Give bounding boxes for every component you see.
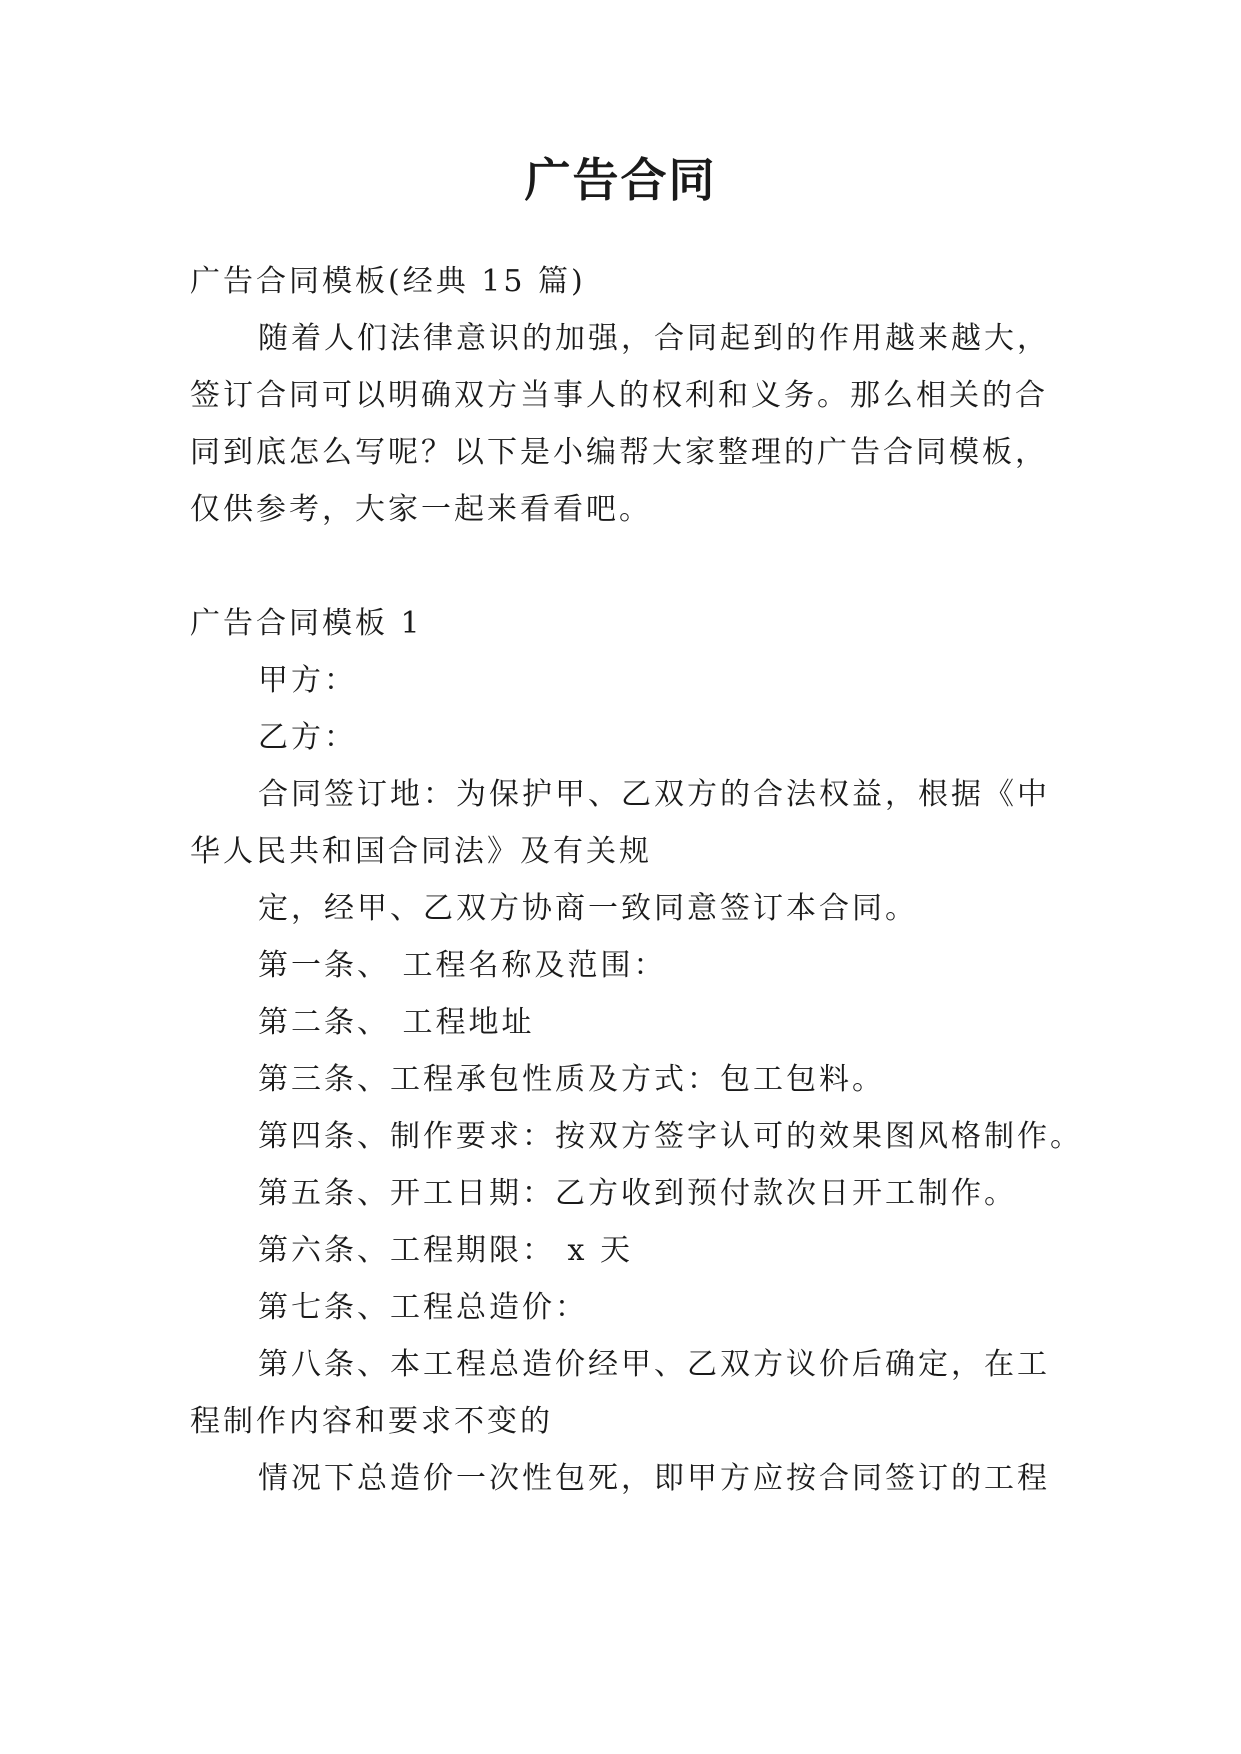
article-6: 第六条、工程期限： x 天 (258, 1233, 633, 1268)
article-8: 第八条、本工程总造价经甲、乙双方议价后确定，在工 (258, 1347, 1050, 1382)
article-5: 第五条、开工日期：乙方收到预付款次日开工制作。 (258, 1176, 1017, 1211)
article-2: 第二条、 工程地址 (258, 1005, 535, 1040)
article-7: 第七条、工程总造价： (258, 1290, 588, 1325)
document-subtitle: 广告合同模板(经典 15 篇) (190, 264, 586, 299)
contract-agreement-line: 定，经甲、乙双方协商一致同意签订本合同。 (258, 891, 918, 926)
intro-line: 随着人们法律意识的加强，合同起到的作用越来越大， (258, 321, 1050, 356)
document-title: 广告合同 (524, 153, 717, 207)
article-4: 第四条、制作要求：按双方签字认可的效果图风格制作。 (258, 1119, 1083, 1154)
party-a-label: 甲方： (258, 663, 357, 698)
intro-line: 签订合同可以明确双方当事人的权利和义务。那么相关的合 (190, 378, 1048, 413)
party-b-label: 乙方： (258, 720, 357, 755)
article-8-continued: 程制作内容和要求不变的 (190, 1404, 553, 1439)
article-3: 第三条、工程承包性质及方式：包工包料。 (258, 1062, 885, 1097)
section-heading: 广告合同模板 1 (190, 606, 423, 641)
contract-place-line: 合同签订地：为保护甲、乙双方的合法权益，根据《中 (258, 777, 1050, 812)
intro-line: 同到底怎么写呢？以下是小编帮大家整理的广告合同模板， (190, 435, 1048, 470)
intro-line: 仅供参考，大家一起来看看吧。 (190, 492, 652, 527)
article-1: 第一条、 工程名称及范围： (258, 948, 667, 983)
article-8-continued: 情况下总造价一次性包死，即甲方应按合同签订的工程 (258, 1461, 1050, 1496)
contract-place-line: 华人民共和国合同法》及有关规 (190, 834, 652, 869)
